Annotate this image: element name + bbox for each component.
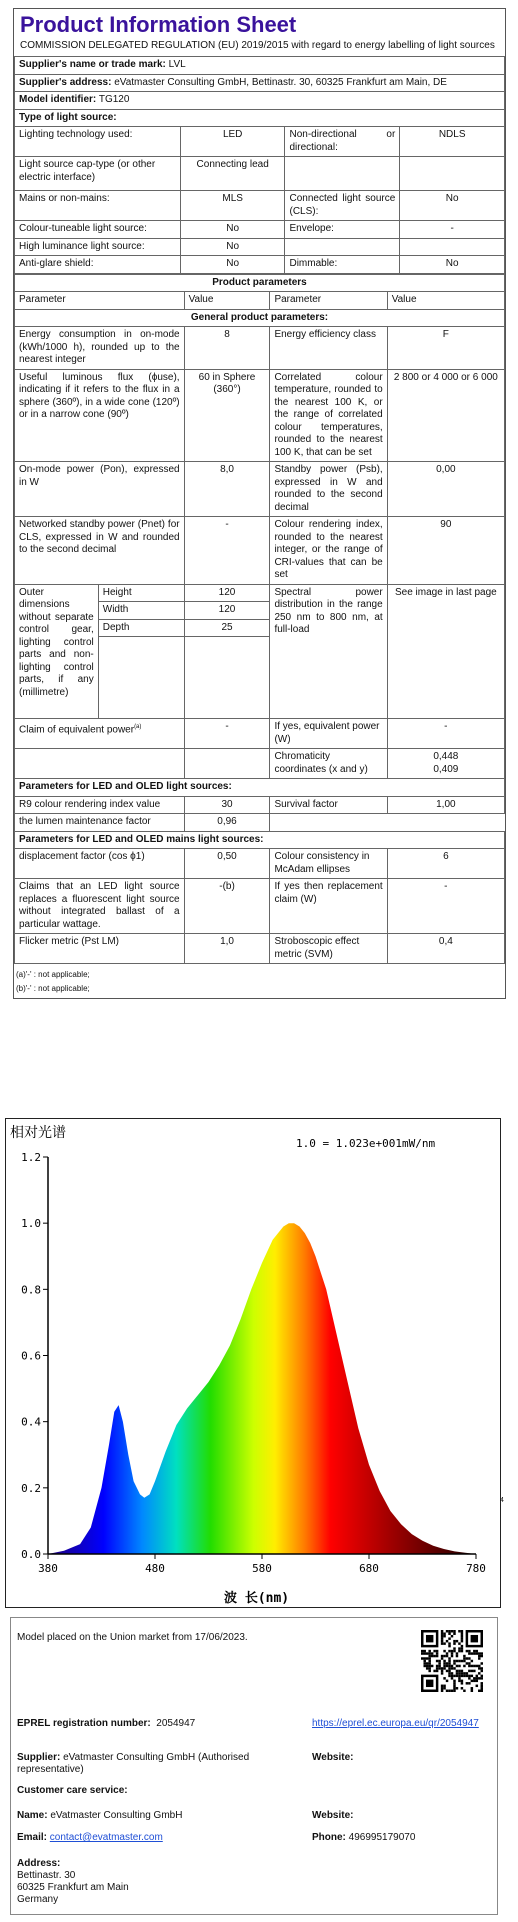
plot-area (21, 1151, 486, 1575)
supplier-address-value: eVatmaster Consulting GmbH, Bettinastr. 30, 60325 Frankfurt am Main, DE (114, 76, 447, 88)
equivalent-power-value: - (387, 719, 504, 749)
displacement-factor-label: displacement factor (cos ϕ1) (15, 849, 185, 879)
empty-cell (15, 749, 185, 779)
column-header-parameter-2: Parameter (270, 292, 387, 310)
r9-value: 30 (184, 796, 270, 814)
y-tick-label: 1.0 (21, 1217, 41, 1231)
equivalent-power-label: If yes, equivalent power (W) (270, 719, 387, 749)
energy-consumption-value: 8 (184, 327, 270, 370)
spectral-distribution-label: Spectral power distribution in the range 250 nm to 800 nm, at full-load (270, 584, 387, 719)
website-label: Website: (312, 1752, 354, 1763)
on-mode-power-value: 8,0 (184, 462, 270, 517)
footnote-a-marker: (a) (134, 724, 142, 730)
customer-care-label: Customer care service: (17, 1785, 128, 1796)
supplier-address-label: Supplier's address: (19, 76, 112, 88)
lighting-technology-label: Lighting technology used: (15, 127, 181, 157)
table-row (15, 814, 505, 832)
y-tick-label: 0.6 (21, 1349, 41, 1363)
colour-consistency-value: 6 (387, 849, 504, 879)
table-row (15, 849, 505, 879)
x-tick-label: 580 (252, 1562, 272, 1575)
table-row (15, 462, 505, 517)
led-parameters-heading: Parameters for LED and OLED light sources: (15, 779, 505, 797)
lumen-maintenance-value: 0,96 (184, 814, 270, 832)
r9-label: R9 colour rendering index value (15, 796, 185, 814)
spectrum-svg (6, 1119, 500, 1607)
email-link[interactable]: contact@evatmaster.com (49, 1832, 163, 1843)
address-line: 60325 Frankfurt am Main (17, 1882, 129, 1893)
qr-code-icon[interactable] (421, 1630, 483, 1692)
supplier-name-label: Supplier's name or trade mark: (19, 59, 166, 70)
column-header-parameter: Parameter (15, 292, 185, 310)
address-block (17, 1870, 129, 1906)
high-luminance-label: High luminance light source: (15, 238, 181, 256)
table-row (15, 517, 505, 585)
x-tick-label: 680 (359, 1562, 379, 1575)
eprel-value: 2054947 (156, 1718, 196, 1729)
survival-factor-label: Survival factor (270, 796, 387, 814)
fluorescent-claim-value: -(b) (184, 879, 270, 934)
y-tick-label: 0.4 (21, 1415, 41, 1429)
envelope-value: - (400, 221, 505, 239)
chart-title: 相对光谱 (10, 1125, 66, 1141)
empty-cell (285, 238, 400, 256)
table-row (15, 327, 505, 370)
standby-power-label: Standby power (Psb), expressed in W and rounded to the second decimal (270, 462, 387, 517)
footnotes (14, 964, 505, 998)
empty-cell (270, 814, 387, 832)
mains-value: MLS (180, 191, 285, 221)
outer-dimensions-label: Outer dimensions without separate control gear, lighting control parts and non-lighting control parts, if any (millimetre) (15, 584, 99, 719)
product-information-sheet (13, 8, 506, 999)
cct-label: Correlated colour temperature, rounded to the nearest 100 K, or the range of correlated colour temperatures, rounded to the nearest 100 K, that can be set (270, 369, 387, 462)
light-source-type-label: Type of light source: (15, 109, 505, 127)
cct-value: 2 800 or 4 000 or 6 000 (387, 369, 504, 462)
cap-type-label: Light source cap-type (or other electric interface) (15, 157, 181, 191)
displacement-factor-value: 0,50 (184, 849, 270, 879)
table-row (15, 221, 505, 239)
table-row (15, 369, 505, 462)
general-parameters-heading: General product parameters: (15, 309, 505, 327)
flicker-metric-value: 1,0 (184, 934, 270, 964)
colour-tuneable-value: No (180, 221, 285, 239)
depth-label: Depth (98, 619, 184, 637)
address-label: Address: (17, 1858, 61, 1869)
x-axis-label: 波 长(nm) (224, 1591, 290, 1606)
table-row (15, 256, 505, 274)
chromaticity-x: 0,448 (433, 751, 459, 762)
luminous-flux-label: Useful luminous flux (ϕuse), indicating if it refers to the flux in a sphere (360º), in a wide cone (120º) or in a narrow cone (90º) (15, 369, 185, 462)
column-header-value: Value (184, 292, 270, 310)
x-tick-label: 780 (466, 1562, 486, 1575)
email-label: Email: (17, 1832, 48, 1843)
side-page-mark: 4 (500, 1497, 504, 1504)
width-value: 120 (184, 602, 270, 620)
on-mode-power-label: On-mode power (Pon), expressed in W (15, 462, 185, 517)
empty-cell (400, 238, 505, 256)
table-row (15, 584, 505, 602)
y-tick-label: 1.2 (21, 1151, 41, 1164)
y-tick-label: 0.8 (21, 1283, 41, 1297)
address-line: Germany (17, 1894, 59, 1905)
mains-parameters-heading: Parameters for LED and OLED mains light sources: (15, 831, 505, 849)
cri-value: 90 (387, 517, 504, 585)
fluorescent-claim-label: Claims that an LED light source replaces a fluorescent light source without integrated ballast of a particular wattage. (15, 879, 185, 934)
x-tick-label: 480 (145, 1562, 165, 1575)
regulation-subtitle: COMMISSION DELEGATED REGULATION (EU) 2019/2015 with regard to energy labelling of light sources (20, 40, 495, 51)
colour-consistency-label: Colour consistency in McAdam ellipses (270, 849, 387, 879)
chart-annotation: 1.0 = 1.023e+001mW/nm (296, 1137, 436, 1150)
table-row (15, 934, 505, 964)
high-luminance-value: No (180, 238, 285, 256)
lighting-technology-value: LED (180, 127, 285, 157)
website-label-2: Website: (312, 1810, 354, 1821)
spectrum-chart (5, 1118, 501, 1608)
equivalent-power-claim-label: Claim of equivalent power (19, 724, 135, 736)
y-tick-label: 0.2 (21, 1481, 41, 1495)
table-row (15, 879, 505, 934)
name-label: Name: (17, 1810, 48, 1821)
empty-cell (387, 814, 504, 832)
page-title: Product Information Sheet (20, 12, 297, 37)
table-row (15, 796, 505, 814)
phone-label: Phone: (312, 1832, 346, 1843)
height-value: 120 (184, 584, 270, 602)
supplier-value: eVatmaster Consulting GmbH (Authorised representative) (17, 1752, 250, 1775)
luminous-flux-value: 60 in Sphere (360°) (184, 369, 270, 462)
networked-standby-value: - (184, 517, 270, 585)
supplier-label: Supplier: (17, 1752, 61, 1763)
width-label: Width (98, 602, 184, 620)
dimmable-value: No (400, 256, 505, 274)
y-tick-label: 0.0 (21, 1548, 41, 1561)
energy-consumption-label: Energy consumption in on-mode (kWh/1000 h), rounded up to the nearest integer (15, 327, 185, 370)
supplier-name-value: LVL (168, 59, 186, 70)
chromaticity-y: 0,409 (433, 763, 459, 775)
depth-value: 25 (184, 619, 270, 637)
footer-info (10, 1617, 498, 1915)
empty-cell (285, 157, 400, 191)
svm-label: Stroboscopic effect metric (SVM) (270, 934, 387, 964)
table-row (15, 157, 505, 191)
directional-value: NDLS (400, 127, 505, 157)
name-value: eVatmaster Consulting GmbH (50, 1810, 183, 1821)
networked-standby-label: Networked standby power (Pnet) for CLS, expressed in W and rounded to the second decimal (15, 517, 185, 585)
table-row (15, 191, 505, 221)
replacement-claim-label: If yes then replacement claim (W) (270, 879, 387, 934)
table-row (15, 127, 505, 157)
table-row (15, 719, 505, 749)
eprel-label: EPREL registration number: (17, 1718, 151, 1729)
empty-cell (400, 157, 505, 191)
spectrum-area (48, 1223, 476, 1554)
eprel-link[interactable]: https://eprel.ec.europa.eu/qr/2054947 (312, 1718, 479, 1729)
empty-cell (184, 749, 270, 779)
colour-tuneable-label: Colour-tuneable light source: (15, 221, 181, 239)
info-table (14, 56, 505, 274)
market-date: Model placed on the Union market from 17/06/2023. (17, 1632, 248, 1643)
svm-value: 0,4 (387, 934, 504, 964)
mains-label: Mains or non-mains: (15, 191, 181, 221)
envelope-label: Envelope: (285, 221, 400, 239)
empty-cell (98, 637, 184, 719)
table-row (15, 238, 505, 256)
anti-glare-value: No (180, 256, 285, 274)
standby-power-value: 0,00 (387, 462, 504, 517)
spectral-distribution-value: See image in last page (387, 584, 504, 719)
table-row (15, 749, 505, 779)
equivalent-power-claim-value: - (184, 719, 270, 749)
survival-factor-value: 1,00 (387, 796, 504, 814)
x-tick-label: 380 (38, 1562, 58, 1575)
energy-class-label: Energy efficiency class (270, 327, 387, 370)
flicker-metric-label: Flicker metric (Pst LM) (15, 934, 185, 964)
address-line: Bettinastr. 30 (17, 1870, 76, 1881)
model-identifier-label: Model identifier: (19, 94, 97, 105)
cri-label: Colour rendering index, rounded to the nearest integer, or the range of CRI-values that can be set (270, 517, 387, 585)
product-parameters-heading: Product parameters (15, 274, 505, 292)
anti-glare-label: Anti-glare shield: (15, 256, 181, 274)
column-header-value-2: Value (387, 292, 504, 310)
energy-class-value: F (387, 327, 504, 370)
empty-cell (184, 637, 270, 719)
footnote-a: (a)'-' : not applicable; (16, 970, 90, 979)
cls-value: No (400, 191, 505, 221)
chromaticity-label: Chromaticity coordinates (x and y) (270, 749, 387, 779)
directional-label: Non-directional or directional: (285, 127, 400, 157)
model-identifier-value: TG120 (98, 94, 130, 105)
cap-type-value: Connecting lead (180, 157, 285, 191)
footnote-b: (b)'-' : not applicable; (16, 984, 90, 993)
product-parameters-table (14, 274, 505, 965)
replacement-claim-value: - (387, 879, 504, 934)
height-label: Height (98, 584, 184, 602)
cls-label: Connected light source (CLS): (285, 191, 400, 221)
lumen-maintenance-label: the lumen maintenance factor (15, 814, 185, 832)
dimmable-label: Dimmable: (285, 256, 400, 274)
phone-value: 496995179070 (348, 1832, 416, 1843)
